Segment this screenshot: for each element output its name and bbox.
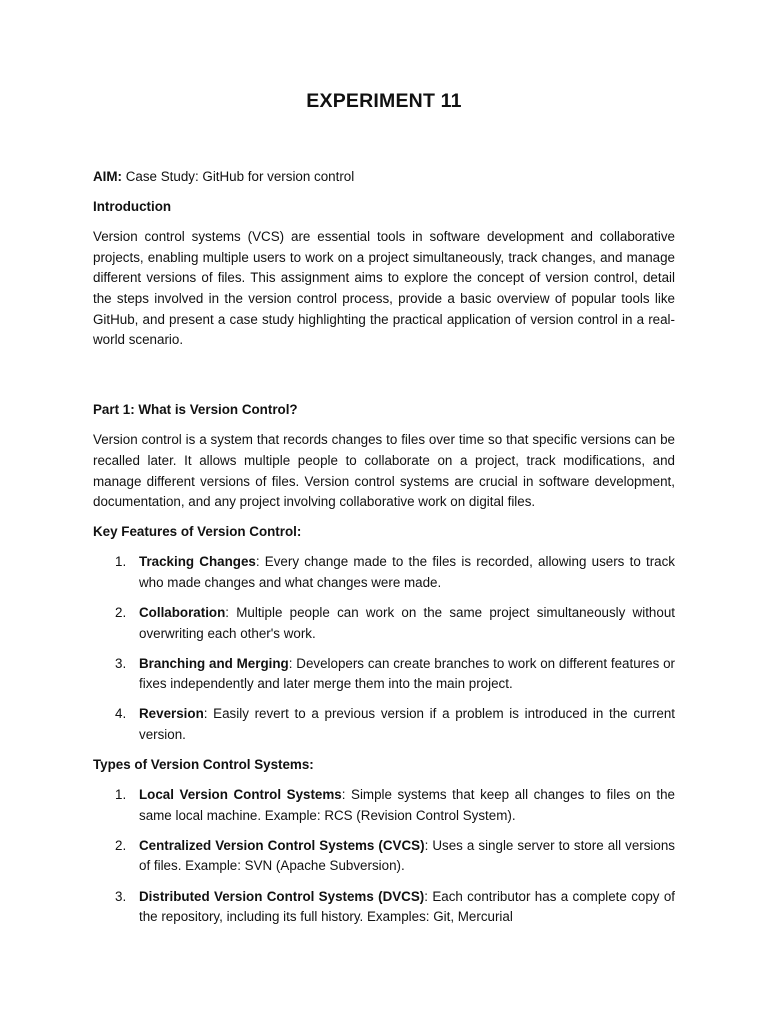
list-item xyxy=(93,552,675,593)
list-term: Tracking Changes xyxy=(139,554,256,570)
list-item xyxy=(93,654,675,695)
part1-paragraph: Version control is a system that records changes to files over time so that specific versions can be recalled later. It allows multiple people to collaborate on a project, track modifications, and manage different versions of files. Version control systems are crucial in software development, documentation, and any project involving collaborative work on digital files. xyxy=(93,432,675,510)
list-term: Distributed Version Control Systems (DVCS) xyxy=(139,888,425,904)
list-term: Reversion xyxy=(139,706,204,722)
list-text: : Every change made to the files is recorded, allowing users to track who made changes and what changes were made. xyxy=(139,554,675,590)
part1-heading: Part 1: What is Version Control? xyxy=(93,402,298,418)
introduction-heading: Introduction xyxy=(93,199,172,215)
list-text: : Multiple people can work on the same project simultaneously without overwriting each other's work. xyxy=(139,605,675,641)
list-number: 2. xyxy=(115,837,127,853)
list-number: 4. xyxy=(115,706,127,722)
list-term: Branching and Merging xyxy=(139,655,289,671)
types-list xyxy=(93,785,675,928)
list-number: 2. xyxy=(115,605,127,620)
list-text: : Simple systems that keep all changes to files on the same local machine. Example: RCS (Revision Control System). xyxy=(139,787,676,823)
key-features-list xyxy=(93,552,675,745)
list-text: : Uses a single server to store all versions of files. Example: SVN (Apache Subversion). xyxy=(139,837,676,874)
types-heading: Types of Version Control Systems: xyxy=(93,757,314,773)
list-number: 3. xyxy=(115,655,127,671)
document-body xyxy=(93,167,675,937)
list-text: : Each contributor has a complete copy of the repository, including its full history. Examples: Git, Mercurial xyxy=(139,888,675,925)
list-term: Collaboration xyxy=(139,605,226,620)
list-item xyxy=(93,887,675,928)
aim-label: AIM: xyxy=(93,169,123,184)
list-text: : Easily revert to a previous version if a problem is introduced in the current version. xyxy=(139,706,675,742)
list-item xyxy=(93,836,675,877)
aim-text: Case Study: GitHub for version control xyxy=(122,169,355,184)
page-title: EXPERIMENT 11 xyxy=(306,90,462,112)
list-number: 1. xyxy=(115,554,127,570)
list-item xyxy=(93,785,675,826)
aim-line xyxy=(93,167,675,188)
list-term: Local Version Control Systems xyxy=(139,787,342,803)
list-item xyxy=(93,704,675,745)
list-item xyxy=(93,603,675,644)
key-features-heading: Key Features of Version Control: xyxy=(93,524,302,540)
list-text: : Developers can create branches to work on different features or fixes independently and later merge them into the main project. xyxy=(139,655,675,692)
list-term: Centralized Version Control Systems (CVCS) xyxy=(139,837,425,853)
section-spacer xyxy=(93,360,675,400)
list-number: 1. xyxy=(115,787,127,803)
introduction-paragraph: Version control systems (VCS) are essential tools in software development and collaborative projects, enabling multiple users to work on a project simultaneously, track changes, and manage different versions of files. This assignment aims to explore the concept of version control, detail the steps involved in the version control process, provide a basic overview of popular tools like GitHub, and present a case study highlighting the practical application of version control in a real-world scenario. xyxy=(93,229,675,348)
list-number: 3. xyxy=(115,888,127,904)
